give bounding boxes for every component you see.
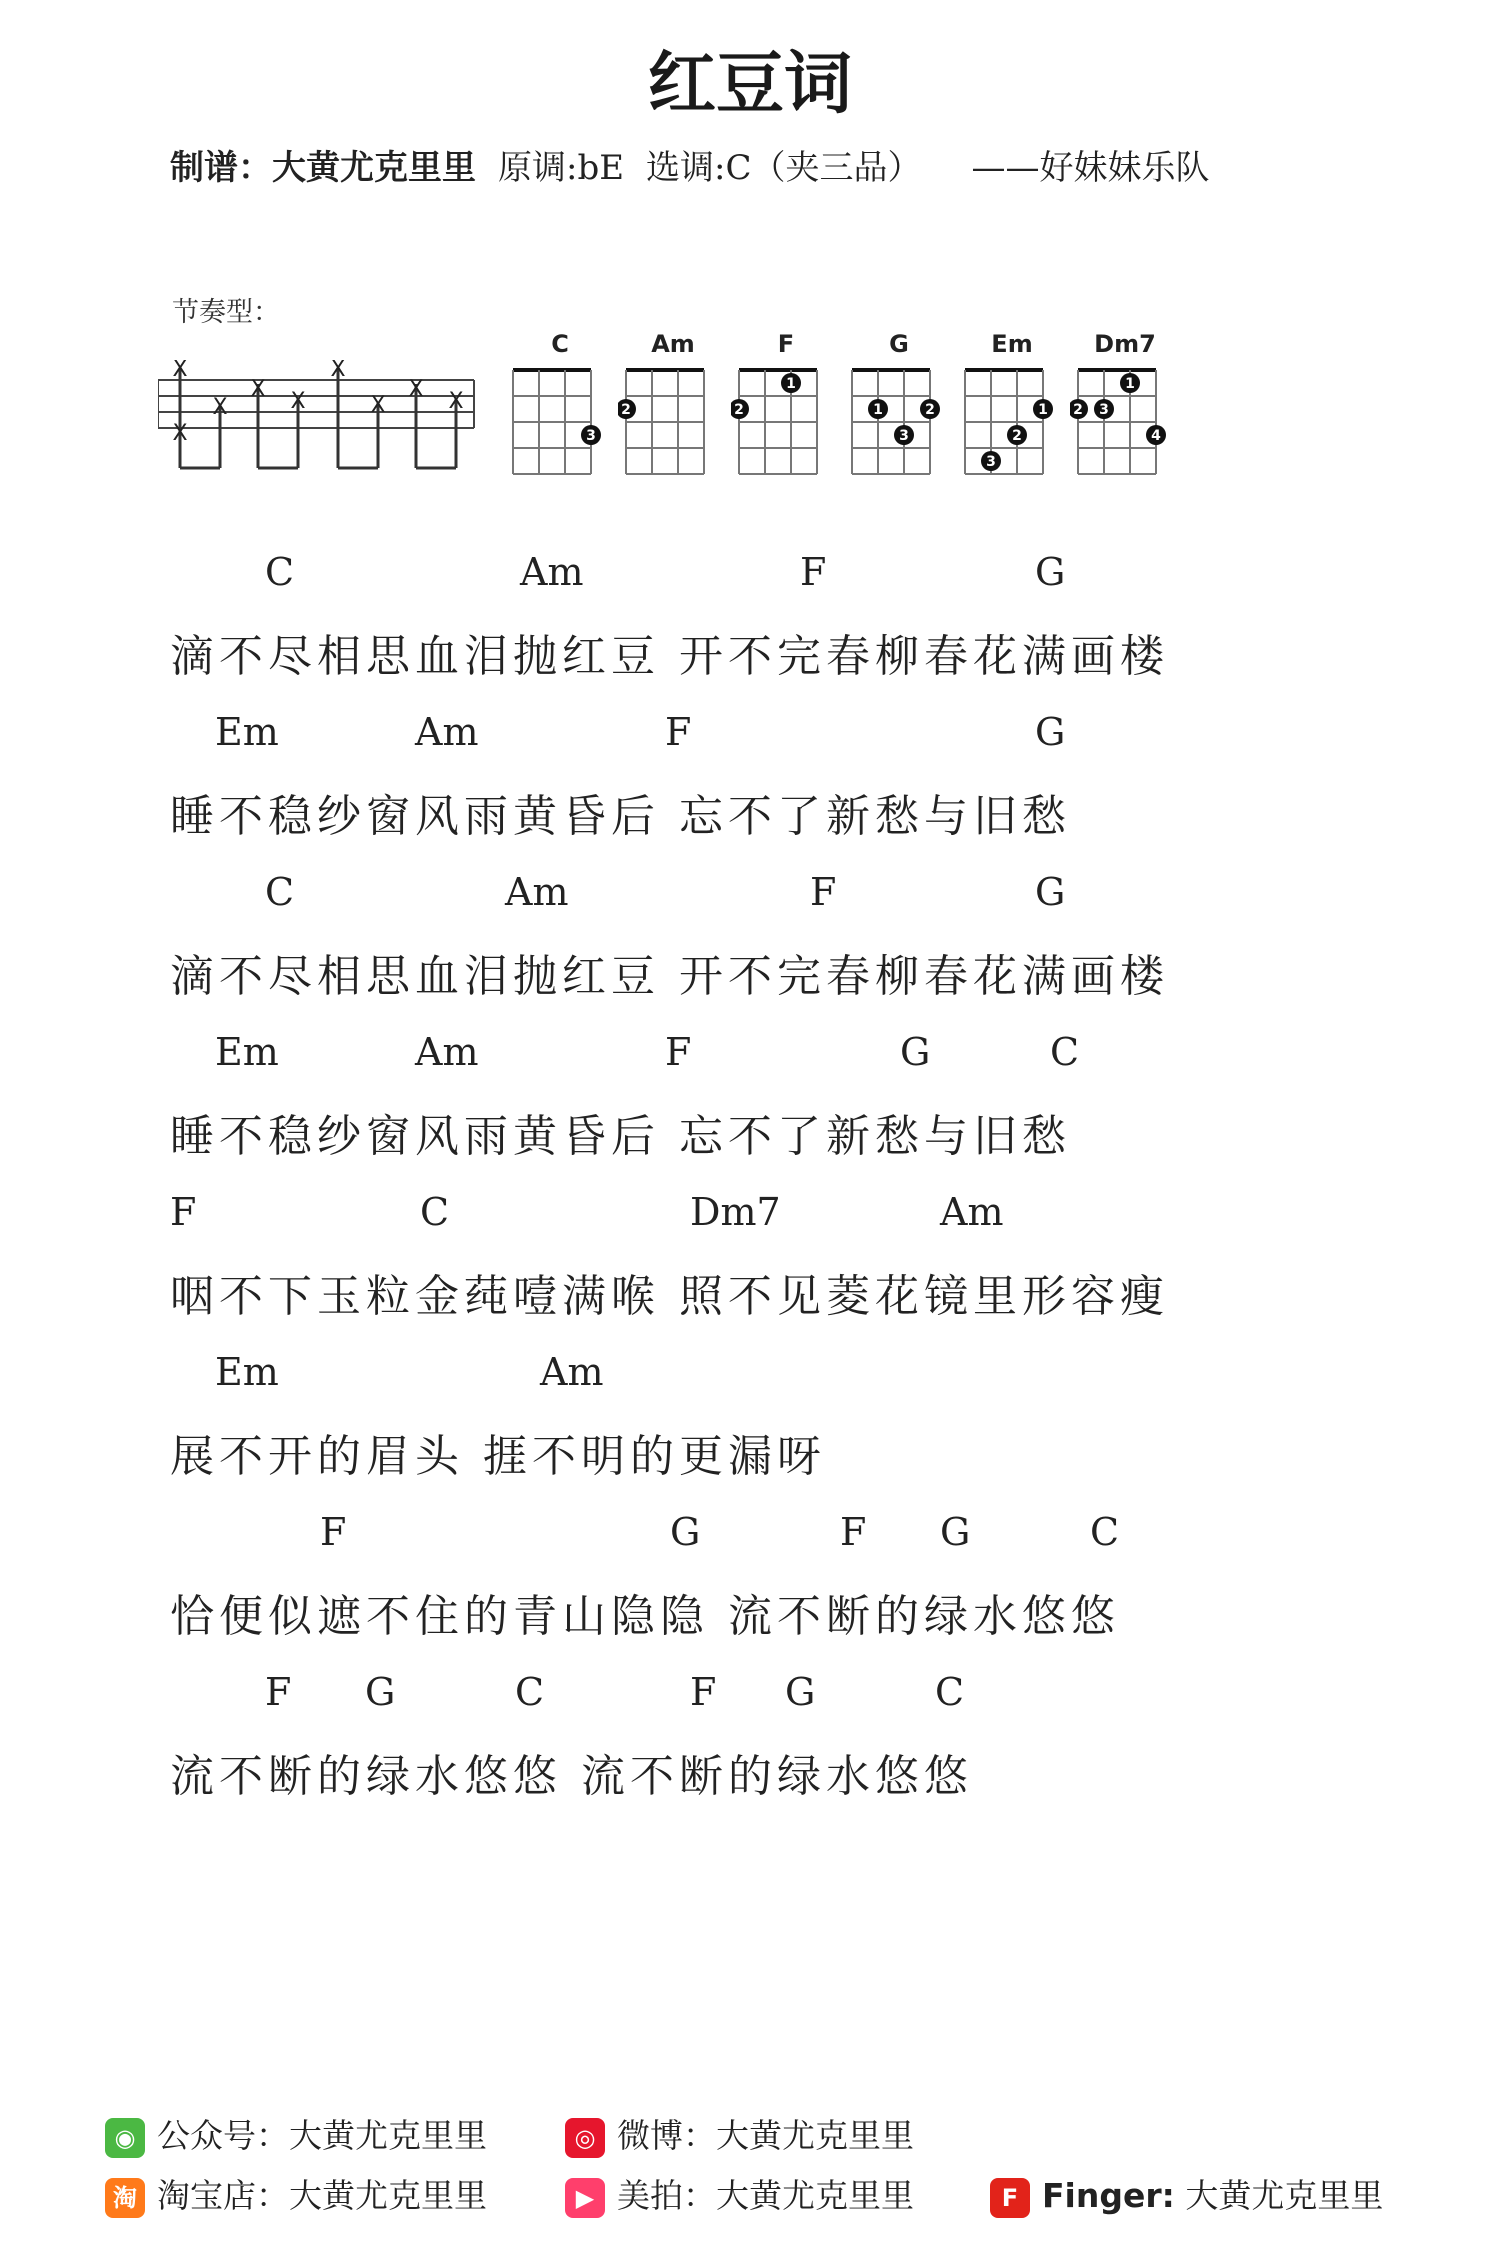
chord-label: Am [540,1350,604,1394]
lyric-line: 恰便似遮不住的青山隐隐 流不断的绿水悠悠 [170,1591,1120,1642]
chord-label: Am [940,1190,1004,1234]
footer-wechat[interactable]: ◉ 公众号：大黄尤克里里 [105,2110,487,2158]
song-meta [170,140,1210,189]
chord-diagram-name: Em [991,330,1033,358]
finger-number: 3 [899,428,909,444]
svg-text:X: X [172,421,188,446]
fretboard [844,362,954,487]
chord-label: G [365,1670,396,1714]
footer-taobao[interactable]: 淘 淘宝店：大黄尤克里里 [105,2170,487,2218]
chord-diagram-dm7 [1070,330,1180,490]
rhythm-label: 节奏型： [172,297,280,328]
chord-label: G [1035,710,1066,754]
svg-text:X: X [250,377,266,402]
chord-label: F [320,1510,347,1554]
lyric-line: 流不断的绿水悠悠 流不断的绿水悠悠 [170,1751,973,1802]
chord-label: G [1035,550,1066,594]
svg-text:X: X [172,360,188,382]
chord-diagram-am [618,330,728,490]
chord-line-6 [170,1350,1420,1484]
chord-line-1 [170,550,1420,684]
chord-label: G [1035,870,1066,914]
chord-label: F [665,1030,692,1074]
arranger: 制谱：大黄尤克里里 [170,148,476,188]
chord-label: F [170,1190,197,1234]
finger-number: 2 [621,402,631,418]
chord-row [170,1350,1420,1410]
chord-diagram-g [844,330,954,490]
rhythm-pattern [158,360,478,490]
chord-diagram-name: F [777,330,795,358]
finger-number: 1 [1038,402,1048,418]
finger-number: 4 [1151,428,1161,444]
footer-meipai[interactable]: ▶ 美拍：大黄尤克里里 [565,2170,914,2218]
chord-line-8 [170,1670,1420,1804]
chord-label: C [1090,1510,1120,1554]
chord-line-7 [170,1510,1420,1644]
svg-text:X: X [212,395,228,420]
fretboard [731,362,841,487]
footer-finger[interactable]: F Finger: 大黄尤克里里 [990,2170,1383,2218]
finger-number: 2 [925,402,935,418]
chord-diagram-f [731,330,841,490]
chord-label: Dm7 [690,1190,781,1234]
chord-label: Am [505,870,569,914]
chord-label: F [665,710,692,754]
lyric-line: 睡不稳纱窗风雨黄昏后 忘不了新愁与旧愁 [170,791,1071,842]
finger-number: 3 [1099,402,1109,418]
chord-diagram-name: Am [651,330,695,358]
chord-label: F [800,550,827,594]
finger-number: 1 [873,402,883,418]
finger-number: 2 [1012,428,1022,444]
svg-text:X: X [290,389,306,414]
finger-number: 3 [586,428,596,444]
chord-label: F [690,1670,717,1714]
weibo-icon: ◎ [565,2118,605,2158]
finger-app-icon: F [990,2178,1030,2218]
finger-number: 1 [1125,376,1135,392]
chord-diagram-c [505,330,615,490]
svg-text:X: X [330,360,346,382]
chord-line-4 [170,1030,1420,1164]
fretboard [957,362,1067,487]
lyric-line: 睡不稳纱窗风雨黄昏后 忘不了新愁与旧愁 [170,1111,1071,1162]
fretboard [505,362,615,487]
chord-row [170,1190,1420,1250]
chord-row [170,1670,1420,1730]
page-title: 红豆词 [647,45,852,124]
svg-text:X: X [408,377,424,402]
original-key: 原调:bE [498,148,625,188]
chord-diagram-name: C [551,330,569,358]
chord-label: G [940,1510,971,1554]
chord-label: C [935,1670,965,1714]
chord-label: C [1050,1030,1080,1074]
finger-number: 3 [986,454,996,470]
svg-text:X: X [448,389,464,414]
finger-number: 1 [786,376,796,392]
chord-row [170,1510,1420,1570]
fretboard [618,362,728,487]
chord-line-3 [170,870,1420,1004]
wechat-icon: ◉ [105,2118,145,2158]
chord-label: F [810,870,837,914]
chord-diagram-name: G [889,330,909,358]
chord-label: F [265,1670,292,1714]
fretboard [1070,362,1180,487]
chord-row [170,550,1420,610]
chord-row [170,710,1420,770]
chord-label: G [785,1670,816,1714]
chord-label: Am [415,710,479,754]
svg-text:X: X [370,393,386,418]
taobao-icon: 淘 [105,2178,145,2218]
chord-label: G [670,1510,701,1554]
chord-label: C [265,870,295,914]
chord-label: C [420,1190,450,1234]
chord-label: C [265,550,295,594]
finger-number: 2 [734,402,744,418]
lyric-line: 咽不下玉粒金莼噎满喉 照不见菱花镜里形容瘦 [170,1271,1169,1322]
chord-label: Em [215,710,279,754]
chord-label: G [900,1030,931,1074]
meipai-icon: ▶ [565,2178,605,2218]
chord-line-2 [170,710,1420,844]
chord-label: Am [415,1030,479,1074]
chord-line-5 [170,1190,1420,1324]
chord-label: Am [520,550,584,594]
chord-diagram-name: Dm7 [1094,330,1156,358]
chord-label: Em [215,1030,279,1074]
chosen-key: 选调:C（夹三品） [646,148,922,188]
footer-weibo[interactable]: ◎ 微博：大黄尤克里里 [565,2110,914,2158]
chord-label: F [840,1510,867,1554]
chord-row [170,870,1420,930]
band-name: ——好妹妹乐队 [971,148,1210,188]
lyric-line: 展不开的眉头 捱不明的更漏呀 [170,1431,826,1482]
lyric-line: 滴不尽相思血泪抛红豆 开不完春柳春花满画楼 [170,631,1169,682]
chord-label: C [515,1670,545,1714]
chord-diagram-em [957,330,1067,490]
chord-row [170,1030,1420,1090]
lyric-line: 滴不尽相思血泪抛红豆 开不完春柳春花满画楼 [170,951,1169,1002]
finger-number: 2 [1073,402,1083,418]
chord-label: Em [215,1350,279,1394]
